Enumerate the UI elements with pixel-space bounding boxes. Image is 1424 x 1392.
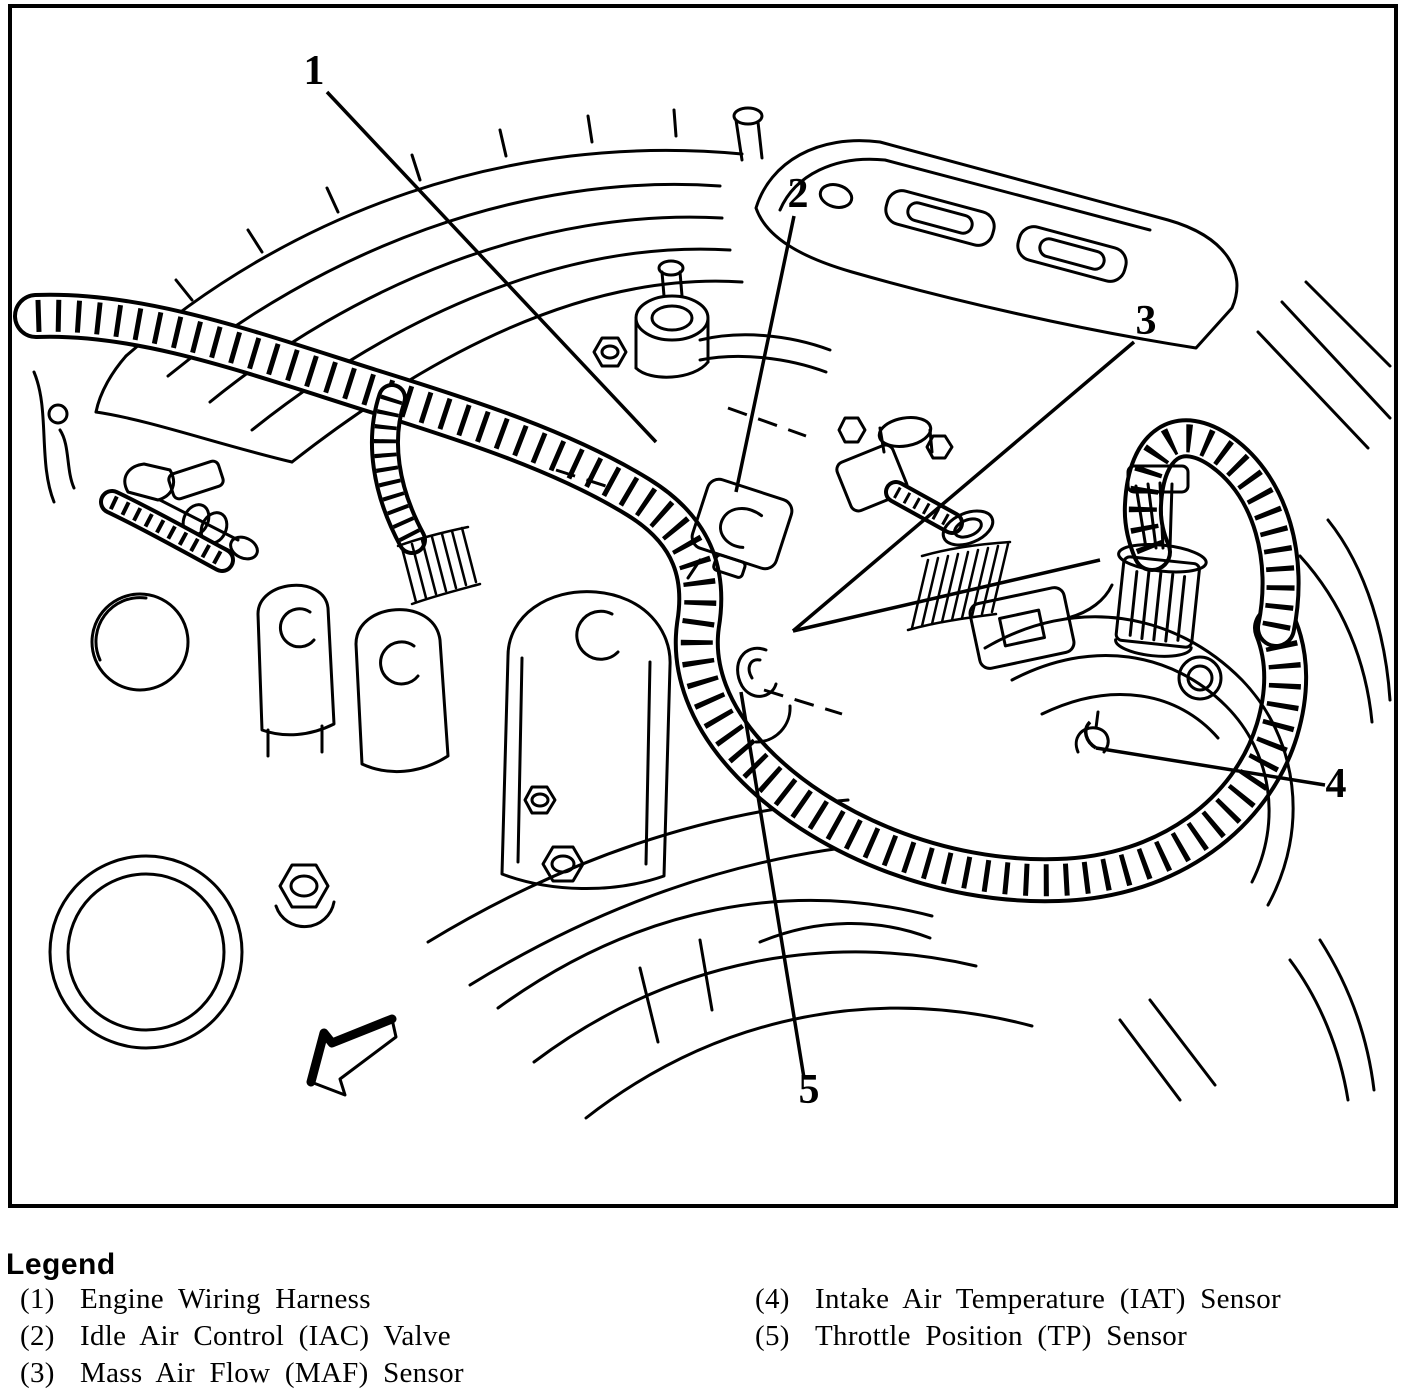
legend-item-4 <box>755 1281 1281 1318</box>
legend-item-2-label: Idle Air Control (IAC) Valve <box>80 1320 451 1352</box>
callout-2-leader <box>736 216 794 492</box>
legend-item-3 <box>20 1355 464 1392</box>
callout-4-leader-hook <box>1086 722 1096 748</box>
legend-column-left <box>20 1281 464 1392</box>
legend-item-5 <box>755 1318 1281 1355</box>
legend-item-2 <box>20 1318 464 1355</box>
callout-4: 4 <box>1325 761 1347 807</box>
legend-item-2-number: (2) <box>20 1320 55 1352</box>
mounting-brackets <box>258 585 670 888</box>
legend-title: Legend <box>6 1248 116 1281</box>
legend-item-5-label: Throttle Position (TP) Sensor <box>815 1320 1188 1352</box>
engine-drawing <box>34 108 1390 1118</box>
legend-item-1-number: (1) <box>20 1283 55 1315</box>
legend-item-3-label: Mass Air Flow (MAF) Sensor <box>80 1357 464 1389</box>
cylinder-ports <box>50 594 242 1048</box>
callout-2: 2 <box>787 171 809 217</box>
callout-5: 5 <box>798 1067 820 1113</box>
legend-column-right <box>755 1281 1281 1355</box>
valve-cover <box>734 108 1237 348</box>
callout-5-leader <box>741 692 804 1078</box>
legend-item-3-number: (3) <box>20 1357 55 1389</box>
legend <box>0 1248 1424 1389</box>
center-cluster <box>594 261 830 377</box>
direction-arrow-icon <box>311 1019 396 1095</box>
legend-item-1-label: Engine Wiring Harness <box>80 1283 371 1315</box>
legend-item-4-label: Intake Air Temperature (IAT) Sensor <box>815 1283 1281 1315</box>
legend-item-1 <box>20 1281 464 1318</box>
legend-item-4-number: (4) <box>755 1283 790 1315</box>
callout-1: 1 <box>303 48 325 94</box>
callout-3: 3 <box>1135 298 1157 344</box>
engine-wiring-harness <box>36 316 1285 880</box>
legend-item-5-number: (5) <box>755 1320 790 1352</box>
sensor-boot-connector <box>834 414 997 552</box>
